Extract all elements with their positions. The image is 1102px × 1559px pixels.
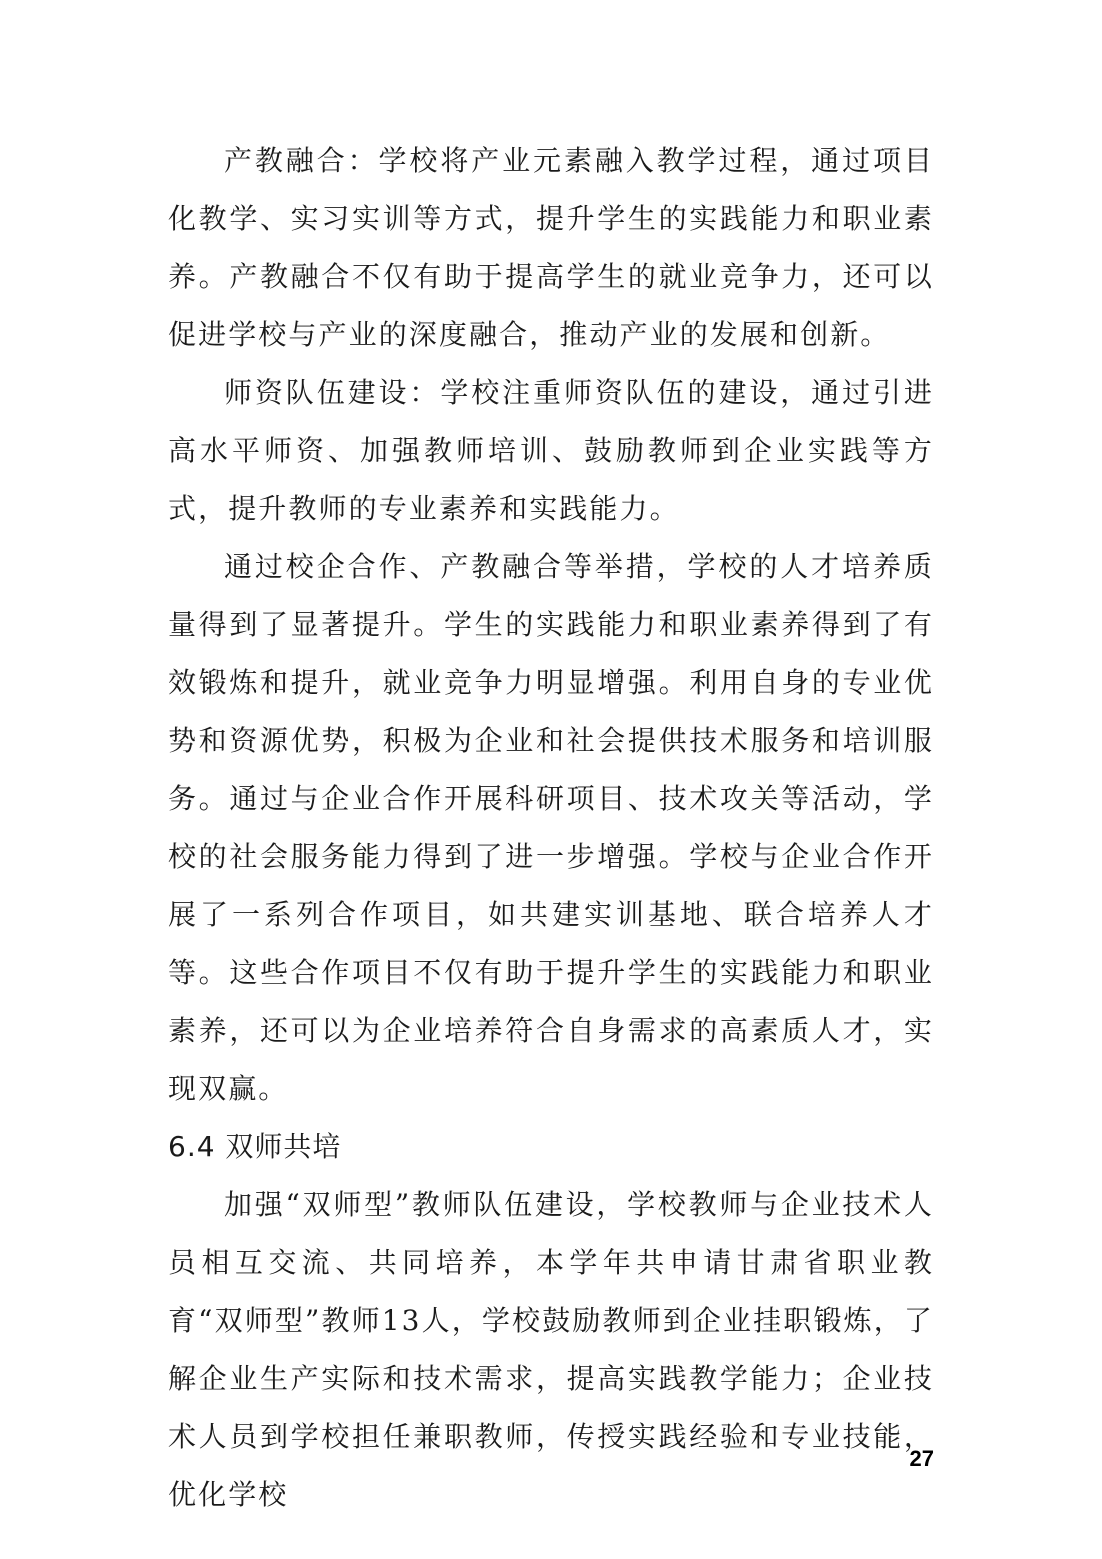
paragraph-industry-education: 产教融合：学校将产业元素融入教学过程，通过项目化教学、实习实训等方式，提升学生的实践能力和职业素养。产教融合不仅有助于提高学生的就业竞争力，还可以促进学校与产业的深度融合，推动产业的发展和创新。 xyxy=(168,144,934,351)
document-body xyxy=(168,132,934,1524)
page-number: 27 xyxy=(909,1446,934,1471)
paragraph-outcomes: 通过校企合作、产教融合等举措，学校的人才培养质量得到了显著提升。学生的实践能力和职业素养得到了有效锻炼和提升，就业竞争力明显增强。利用自身的专业优势和资源优势，积极为企业和社会提供技术服务和培训服务。通过与企业合作开展科研项目、技术攻关等活动，学校的社会服务能力得到了进一步增强。学校与企业合作开展了一系列合作项目，如共建实训基地、联合培养人才等。这些合作项目不仅有助于提升学生的实践能力和职业素养，还可以为企业培养符合自身需求的高素质人才，实现双赢。 xyxy=(168,550,934,1105)
paragraph-dual-teacher: 加强“双师型”教师队伍建设，学校教师与企业技术人员相互交流、共同培养，本学年共申请甘肃省职业教育“双师型”教师13人，学校鼓励教师到企业挂职锻炼，了解企业生产实际和技术需求，提高实践教学能力；企业技术人员到学校担任兼职教师，传授实践经验和专业技能，优化学校 xyxy=(168,1188,934,1511)
paragraph-faculty-building: 师资队伍建设：学校注重师资队伍的建设，通过引进高水平师资、加强教师培训、鼓励教师到企业实践等方式，提升教师的专业素养和实践能力。 xyxy=(168,376,934,525)
section-heading: 6.4 双师共培 xyxy=(168,1130,342,1163)
